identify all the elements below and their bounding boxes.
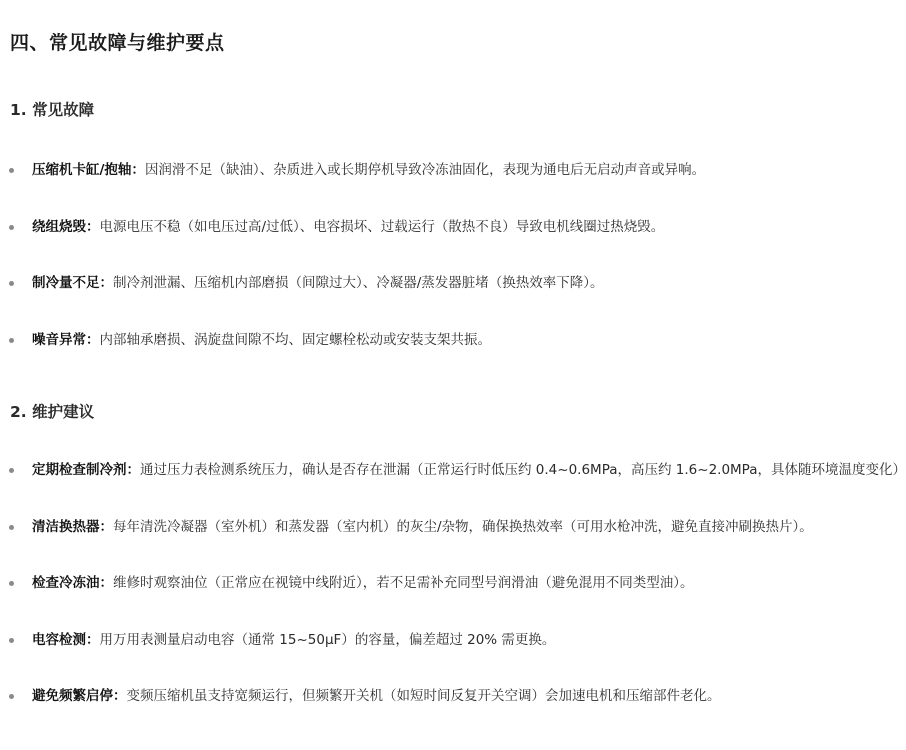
item-description: 每年清洗冷凝器（室外机）和蒸发器（室内机）的灰尘/杂物，确保换热效率（可用水枪冲洗，避免直接冲刷换热片）。 xyxy=(113,518,813,535)
list-item xyxy=(0,571,750,628)
item-description: 变频压缩机虽支持宽频运行，但频繁开关机（如短时间反复开关空调）会加速电机和压缩部件老化。 xyxy=(126,688,721,704)
bullet-icon xyxy=(9,281,14,286)
item-term: 绕组烧毁： xyxy=(32,218,100,235)
bullet-icon xyxy=(9,468,14,473)
item-term: 电容检测： xyxy=(32,631,100,648)
bullet-icon xyxy=(9,225,14,230)
item-description: 电源电压不稳（如电压过高/过低）、电容损坏、过载运行（散热不良）导致电机线圈过热烧毁。 xyxy=(99,218,665,235)
list-item xyxy=(0,628,750,685)
faults-list xyxy=(0,158,750,384)
item-term: 检查冷冻油： xyxy=(32,575,113,591)
list-item xyxy=(0,271,750,328)
bullet-icon xyxy=(9,168,14,173)
item-description: 制冷剂泄漏、压缩机内部磨损（间隙过大）、冷凝器/蒸发器脏堵（换热效率下降）。 xyxy=(113,275,604,291)
faults-heading: 1. 常见故障 xyxy=(10,101,95,119)
item-term: 制冷量不足： xyxy=(32,275,113,291)
list-item xyxy=(0,215,750,272)
item-term: 定期检查制冷剂： xyxy=(32,462,140,478)
list-item xyxy=(0,684,750,741)
item-description: 用万用表测量启动电容（通常 15~50μF）的容量，偏差超过 20% 需更换。 xyxy=(99,631,556,648)
list-item xyxy=(0,515,813,572)
bullet-icon xyxy=(9,694,14,699)
bullet-icon xyxy=(9,638,14,643)
item-description: 内部轴承磨损、涡旋盘间隙不均、固定螺栓松动或安装支架共振。 xyxy=(99,331,491,348)
item-term: 清洁换热器： xyxy=(32,518,113,535)
item-term: 压缩机卡缸/抱轴： xyxy=(32,162,145,178)
item-term: 避免频繁启停： xyxy=(32,688,127,704)
section-title: 四、常见故障与维护要点 xyxy=(10,32,225,54)
list-item xyxy=(0,328,750,385)
maintenance-list xyxy=(0,458,906,741)
bullet-icon xyxy=(9,338,14,343)
item-description: 通过压力表检测系统压力，确认是否存在泄漏（正常运行时低压约 0.4~0.6MPa，高压约 1.6~2.0MPa，具体随环境温度变化） xyxy=(140,462,906,478)
item-description: 维修时观察油位（正常应在视镜中线附近），若不足需补充同型号润滑油（避免混用不同类型油）。 xyxy=(113,575,694,591)
maintenance-heading: 2. 维护建议 xyxy=(10,403,95,421)
bullet-icon xyxy=(9,581,14,586)
item-description: 因润滑不足（缺油）、杂质进入或长期停机导致冷冻油固化，表现为通电后无启动声音或异响。 xyxy=(144,162,706,178)
list-item xyxy=(0,158,750,215)
bullet-icon xyxy=(9,525,14,530)
item-term: 噪音异常： xyxy=(32,331,100,348)
list-item xyxy=(0,458,906,515)
